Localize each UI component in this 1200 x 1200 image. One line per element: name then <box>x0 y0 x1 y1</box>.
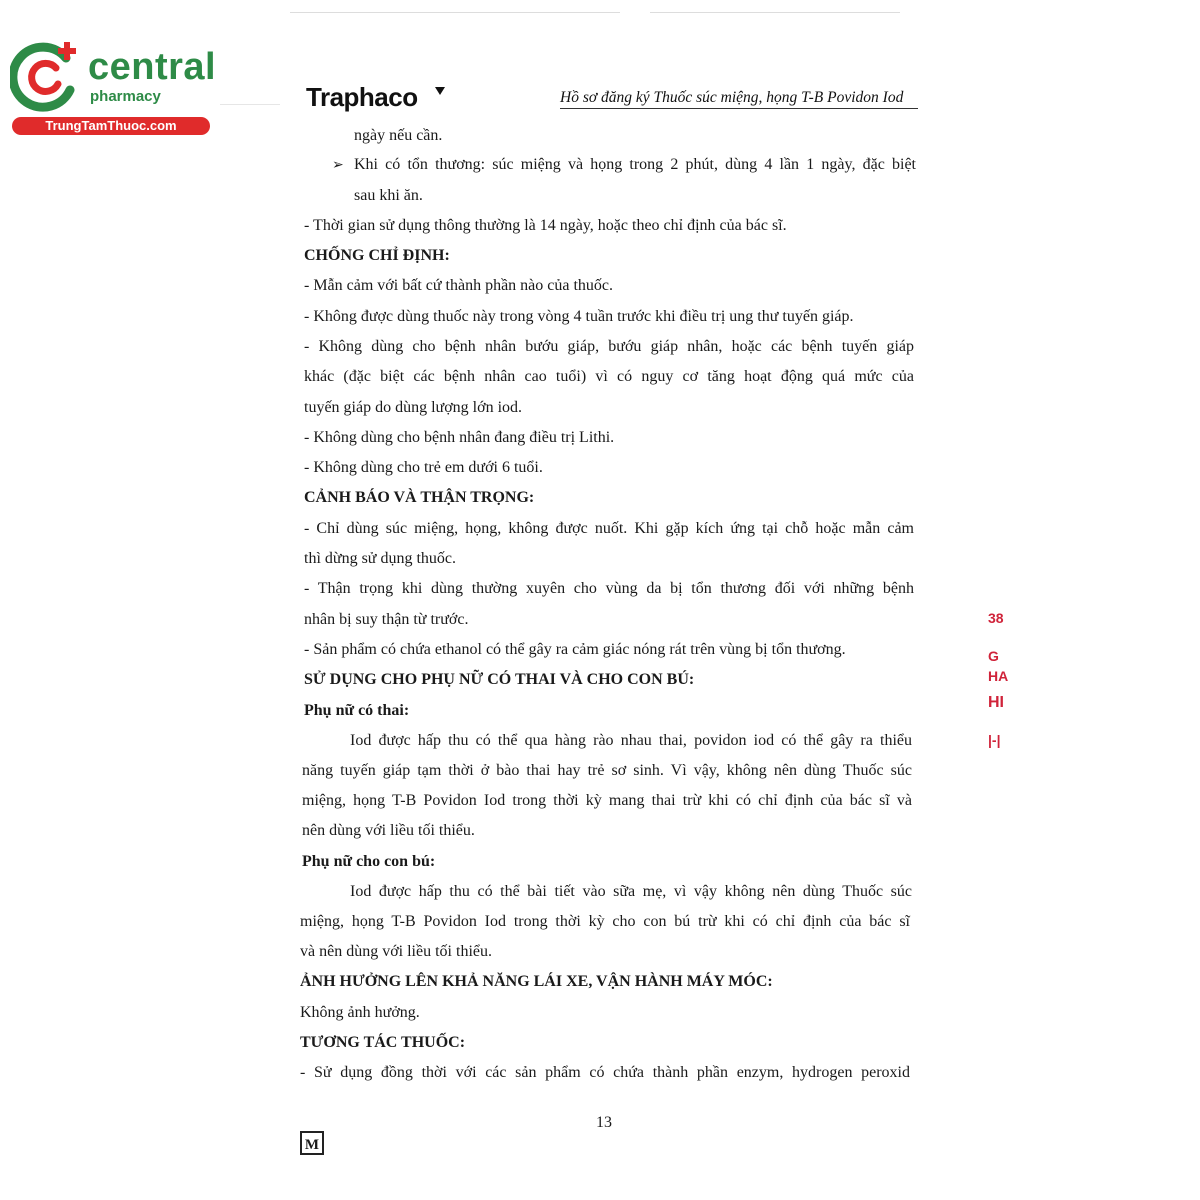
diamond-icon <box>434 86 446 96</box>
subsection-heading: Phụ nữ cho con bú: <box>302 853 436 870</box>
text-line: miệng, họng T-B Povidon Iod trong thời kỳ mang thai trừ khi có chỉ định của bác sĩ và <box>302 792 912 809</box>
text-line: ngày nếu cần. <box>354 127 443 144</box>
watermark-url: TrungTamThuoc.com <box>12 117 210 135</box>
arrow-bullet-icon: ➢ <box>332 158 344 173</box>
text-line: miệng, họng T-B Povidon Iod trong thời kỳ cho con bú trừ khi có chỉ định của bác sĩ <box>300 913 910 930</box>
section-heading: TƯƠNG TÁC THUỐC: <box>300 1034 466 1051</box>
text-line: Iod được hấp thu có thể bài tiết vào sữa mẹ, vì vậy không nên dùng Thuốc súc <box>350 883 912 900</box>
scan-artifact <box>650 12 900 13</box>
text-line: - Không dùng cho bệnh nhân đang điều trị Lithi. <box>304 429 615 446</box>
traphaco-logo: Traphaco <box>306 82 418 112</box>
page-number: 13 <box>596 1114 612 1131</box>
stamp-fragment: 38 <box>988 610 1004 626</box>
scan-artifact <box>290 12 620 13</box>
stamp-fragment: |-| <box>988 732 1001 748</box>
text-line: - Không được dùng thuốc này trong vòng 4 tuần trước khi điều trị ung thư tuyến giáp. <box>304 308 854 325</box>
text-line: Iod được hấp thu có thể qua hàng rào nhau thai, povidon iod có thể gây ra thiểu <box>350 732 912 749</box>
text-line: thì dừng sử dụng thuốc. <box>304 550 457 567</box>
text-line: - Chỉ dùng súc miệng, họng, không được nuốt. Khi gặp kích ứng tại chỗ hoặc mẫn cảm <box>304 520 914 537</box>
section-heading: ẢNH HƯỞNG LÊN KHẢ NĂNG LÁI XE, VẬN HÀNH MÁY MÓC: <box>300 973 773 990</box>
text-line: Khi có tổn thương: súc miệng và họng trong 2 phút, dùng 4 lần 1 ngày, đặc biệt <box>354 156 916 173</box>
stamp-fragment: G <box>988 648 999 664</box>
stamp-fragment: HI <box>988 694 1004 711</box>
section-heading: SỬ DỤNG CHO PHỤ NỮ CÓ THAI VÀ CHO CON BÚ: <box>304 671 695 688</box>
text-line: - Không dùng cho trẻ em dưới 6 tuổi. <box>304 459 543 476</box>
scan-artifact <box>220 104 280 105</box>
text-line: nhân bị suy thận từ trước. <box>304 611 469 628</box>
subsection-heading: Phụ nữ có thai: <box>304 702 410 719</box>
text-line: - Sản phẩm có chứa ethanol có thể gây ra cảm giác nóng rát trên vùng bị tổn thương. <box>304 641 846 658</box>
stamp-fragment: HA <box>988 668 1009 684</box>
text-line: - Sử dụng đồng thời với các sản phẩm có chứa thành phần enzym, hydrogen peroxid <box>300 1064 910 1081</box>
document-header-title: Hồ sơ đăng ký Thuốc súc miệng, họng T-B Povidon Iod <box>560 89 904 106</box>
corner-mark: M <box>300 1131 324 1155</box>
text-line: - Thời gian sử dụng thông thường là 14 ngày, hoặc theo chỉ định của bác sĩ. <box>304 217 787 234</box>
text-line: nên dùng với liều tối thiểu. <box>302 822 475 839</box>
watermark-brand: central <box>88 46 217 88</box>
text-line: sau khi ăn. <box>354 187 423 204</box>
text-line: - Thận trọng khi dùng thường xuyên cho vùng da bị tổn thương đối với những bệnh <box>304 580 914 597</box>
text-line: và nên dùng với liều tối thiểu. <box>300 943 492 960</box>
text-line: - Không dùng cho bệnh nhân bướu giáp, bướu giáp nhân, hoặc các bệnh tuyến giáp <box>304 338 914 355</box>
text-line: - Mẫn cảm với bất cứ thành phần nào của thuốc. <box>304 277 614 294</box>
central-pharmacy-logo-icon <box>10 38 86 114</box>
section-heading: CHỐNG CHỈ ĐỊNH: <box>304 247 450 264</box>
text-line: tuyến giáp do dùng lượng lớn iod. <box>304 399 523 416</box>
header-underline <box>560 108 918 109</box>
watermark-subtitle: pharmacy <box>90 88 161 105</box>
text-line: Không ảnh hưởng. <box>300 1004 420 1021</box>
text-line: năng tuyến giáp tạm thời ở bào thai hay trẻ sơ sinh. Vì vậy, không nên dùng Thuốc súc <box>302 762 912 779</box>
text-line: khác (đặc biệt các bệnh nhân cao tuổi) vì có nguy cơ tăng hoạt động quá mức của <box>304 368 914 385</box>
section-heading: CẢNH BÁO VÀ THẬN TRỌNG: <box>304 489 535 506</box>
